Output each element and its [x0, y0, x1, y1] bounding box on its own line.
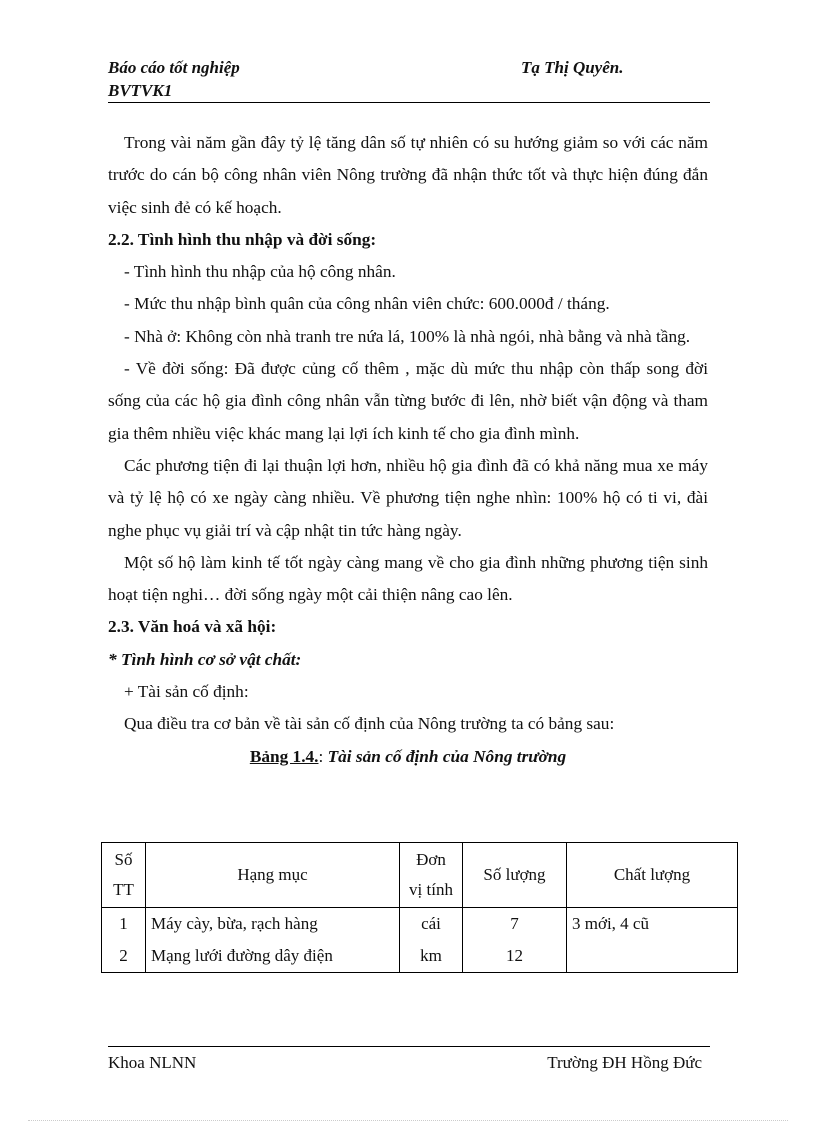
header-author: Tạ Thị Quyên.: [521, 58, 624, 77]
table-caption-title: Tài sản cố định của Nông trường: [327, 746, 567, 766]
table-caption-label: Bảng 1.4.: [249, 746, 319, 766]
col-header-unit: Đơn vị tính: [400, 843, 463, 908]
header-title-line1: Báo cáo tốt nghiệp: [108, 58, 240, 77]
col-header-stt: Số TT: [102, 843, 146, 908]
table-row: [102, 908, 738, 973]
col-header-quantity: Số lượng: [463, 843, 567, 908]
section-heading-2-3: 2.3. Văn hoá và xã hội:: [108, 617, 277, 637]
header-title-line2: BVTVK1: [108, 81, 173, 100]
footer-faculty: Khoa NLNN: [108, 1053, 197, 1072]
header-title: [108, 56, 240, 102]
paragraph-population: Trong vài năm gần đây tỷ lệ tăng dân số tự nhiên có su hướng giảm so với các năm trước do cán bộ công nhân viên Nông trường đã nhận thức tốt và thực hiện đúng đắn việc sinh đẻ có kế hoạch.: [108, 133, 708, 217]
page-footer: [108, 1046, 710, 1077]
document-body: [108, 127, 708, 773]
list-item-income: - Tình hình thu nhập của hộ công nhân.: [124, 262, 396, 282]
list-item-fixed-assets: + Tài sản cố định:: [124, 682, 249, 702]
paragraph-survey: Qua điều tra cơ bản về tài sản cố định của Nông trường ta có bảng sau:: [124, 714, 615, 734]
paragraph-households: Một số hộ làm kinh tế tốt ngày càng mang về cho gia đình những phương tiện sinh hoạt tiện nghi… đời sống ngày một cải thiện nâng cao lên.: [108, 552, 708, 605]
table-header-row: [102, 843, 738, 908]
paragraph-transport: Các phương tiện đi lại thuận lợi hơn, nhiều hộ gia đình đã có khả năng mua xe máy và tỷ lệ hộ có xe ngày càng nhiều. Về phương tiện nghe nhìn: 100% hộ có ti vi, đài nghe phục vụ giải trí và cập nhật tin tức hàng ngày.: [108, 455, 708, 540]
list-item-living: - Về đời sống: Đã được củng cố thêm , mặc dù mức thu nhập còn thấp song đời sống của các hộ gia đình công nhân vẫn từng bước đi lên, nhờ biết vận động và tham gia thêm nhiều việc khác mang lại lợi ích kinh tế cho gia đình mình.: [108, 359, 708, 443]
col-header-item: Hạng mục: [146, 843, 400, 908]
col-header-quality: Chất lượng: [567, 843, 738, 908]
cell-quality: 3 mới, 4 cũ: [567, 908, 738, 973]
cell-stt: 1 2: [102, 908, 146, 973]
cell-unit: cái km: [400, 908, 463, 973]
subheading-facilities: * Tình hình cơ sở vật chất:: [108, 649, 302, 669]
table-caption: [108, 741, 708, 773]
page-header: [108, 56, 710, 103]
list-item-average-income: - Mức thu nhập bình quân của công nhân viên chức: 600.000đ / tháng.: [124, 294, 610, 314]
table-caption-sep: :: [318, 746, 328, 766]
page-bottom-divider: [28, 1120, 788, 1121]
cell-quantity: 7 12: [463, 908, 567, 973]
list-item-housing: - Nhà ở: Không còn nhà tranh tre nứa lá, 100% là nhà ngói, nhà bằng và nhà tầng.: [124, 326, 691, 346]
section-heading-2-2: 2.2. Tình hình thu nhập và đời sống:: [108, 229, 377, 249]
footer-university: Trường ĐH Hồng Đức: [547, 1053, 702, 1072]
cell-item: Máy cày, bừa, rạch hàng Mạng lưới đường dây điện: [146, 908, 400, 973]
fixed-assets-table: [101, 842, 738, 973]
